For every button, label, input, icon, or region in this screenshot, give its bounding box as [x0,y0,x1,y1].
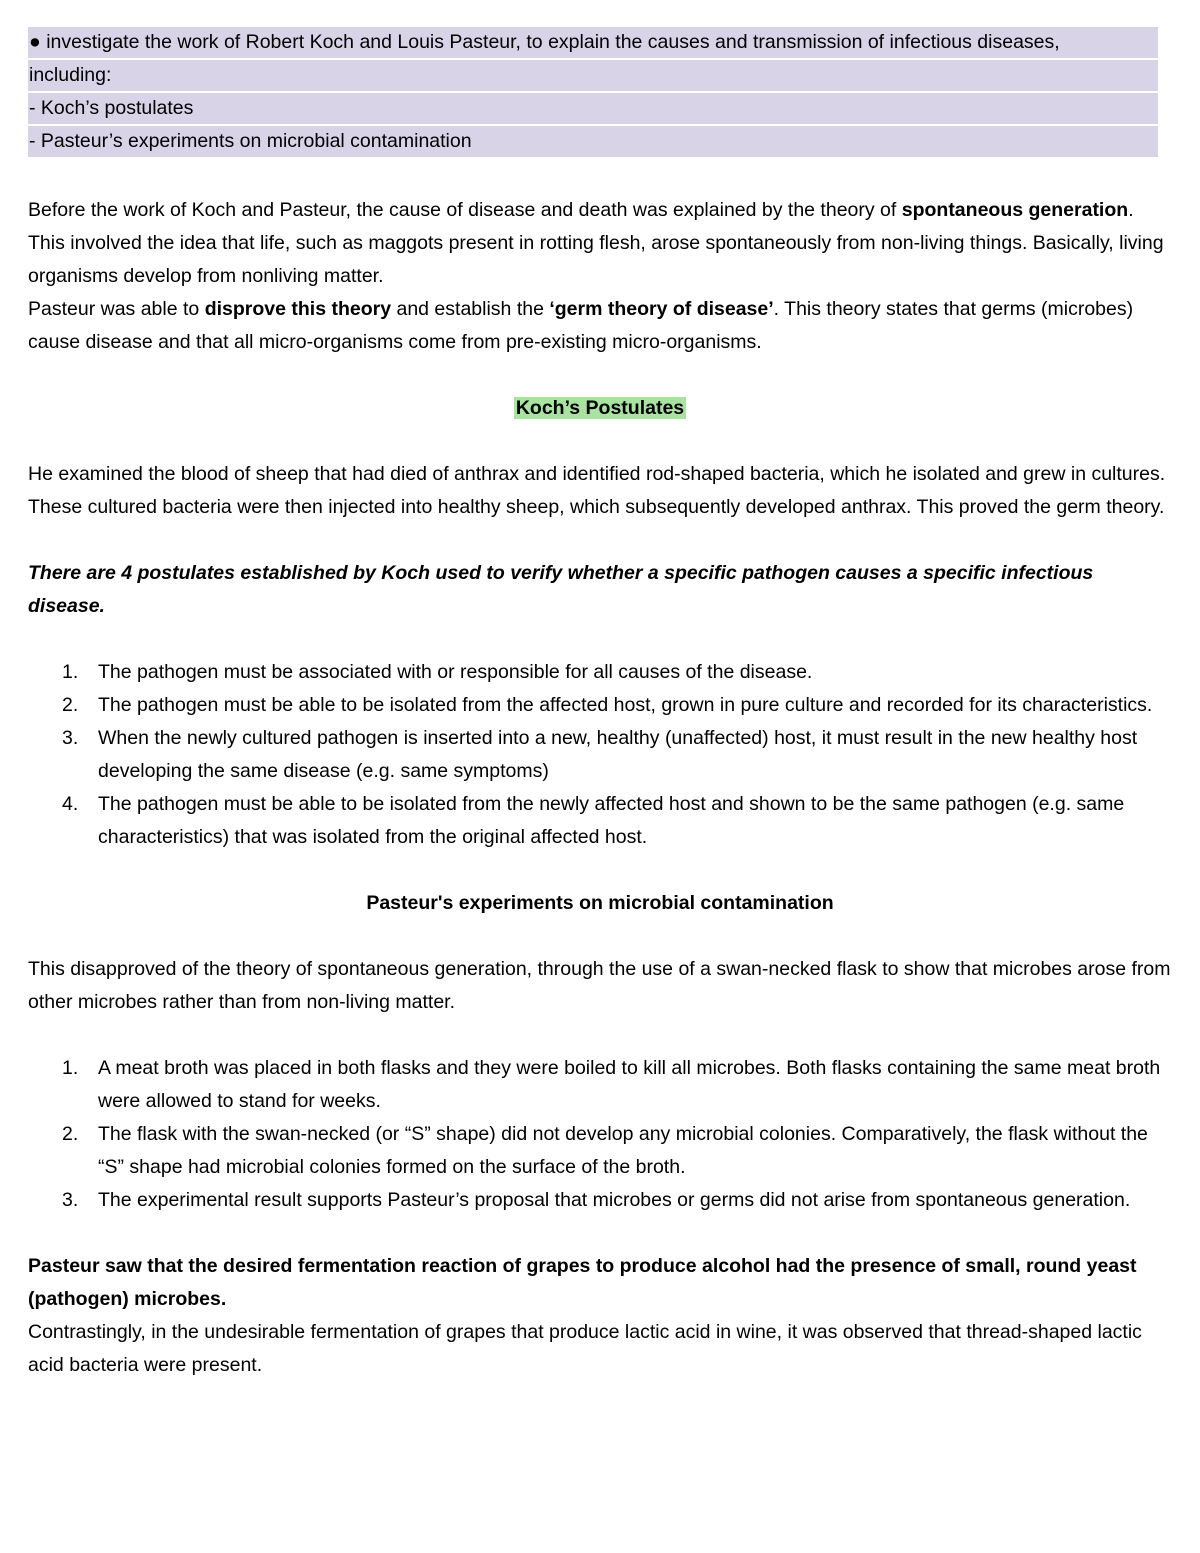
fermentation-bold-paragraph: Pasteur saw that the desired fermentation reaction of grapes to produce alcohol had the presence of small, round yeast (pathogen) microbes. [28,1255,1137,1310]
list-item: 3. When the newly cultured pathogen is inserted into a new, healthy (unaffected) host, it must result in the new healthy host developing the same disease (e.g. same symptoms) [62,727,1138,782]
intro-paragraph-2: Pasteur was able to disprove this theory and establish the ‘germ theory of disease’. This theory states that germs (microbes) cause disease and that all micro-organisms come from pre-existing micro-organisms. [28,298,1134,353]
list-item: 4. The pathogen must be able to be isolated from the newly affected host and shown to be the same pathogen (e.g. same characteristics) that was isolated from the original affected host. [62,793,1125,848]
syllabus-line: ● investigate the work of Robert Koch and Louis Pasteur, to explain the causes and transmission of infectious diseases, [28,27,1158,58]
intro-paragraph-1: Before the work of Koch and Pasteur, the cause of disease and death was explained by the theory of spontaneous generation. This involved the idea that life, such as maggots present in rotting flesh, arose spontaneously from non-living things. Basically, living organisms develop from nonliving matter. [28,199,1164,287]
list-item: 1. The pathogen must be associated with or responsible for all causes of the disease. [62,661,813,683]
list-item: 2. The pathogen must be able to be isolated from the affected host, grown in pure culture and recorded for its characteristics. [62,694,1153,716]
koch-heading: Koch’s Postulates [515,397,685,419]
koch-emphasis: There are 4 postulates established by Koch used to verify whether a specific pathogen causes a specific infectious disease. [28,562,1094,617]
pasteur-paragraph: This disapproved of the theory of spontaneous generation, through the use of a swan-necked flask to show that microbes arose from other microbes rather than from non-living matter. [28,958,1171,1013]
list-item: 2. The flask with the swan-necked (or “S” shape) did not develop any microbial colonies. Comparatively, the flask without the “S” shape had microbial colonies formed on the surface of the broth. [62,1123,1148,1178]
fermentation-paragraph: Contrastingly, in the undesirable fermentation of grapes that produce lactic acid in wine, it was observed that thread-shaped lactic acid bacteria were present. [28,1321,1142,1376]
list-item: 1. A meat broth was placed in both flasks and they were boiled to kill all microbes. Both flasks containing the same meat broth were allowed to stand for weeks. [62,1057,1161,1112]
syllabus-line: - Pasteur’s experiments on microbial contamination [28,126,1158,157]
term-disprove-theory: disprove this theory [204,298,392,320]
syllabus-line: - Koch’s postulates [28,93,1158,124]
koch-paragraph: He examined the blood of sheep that had died of anthrax and identified rod-shaped bacteria, which he isolated and grew in cultures. These cultured bacteria were then injected into healthy sheep, which subsequently developed anthrax. This proved the germ theory. [28,463,1166,518]
pasteur-experiment-list [28,1052,1172,1217]
list-item: 3. The experimental result supports Pasteur’s proposal that microbes or germs did not arise from spontaneous generation. [62,1189,1131,1211]
pasteur-heading: Pasteur's experiments on microbial contamination [366,892,834,914]
term-spontaneous-generation: spontaneous generation [901,199,1129,221]
syllabus-line: including: [28,60,1158,91]
term-germ-theory: ‘germ theory of disease’ [549,298,774,320]
koch-postulates-list [28,656,1172,854]
document-page [28,0,1172,1382]
syllabus-box [28,27,1172,157]
